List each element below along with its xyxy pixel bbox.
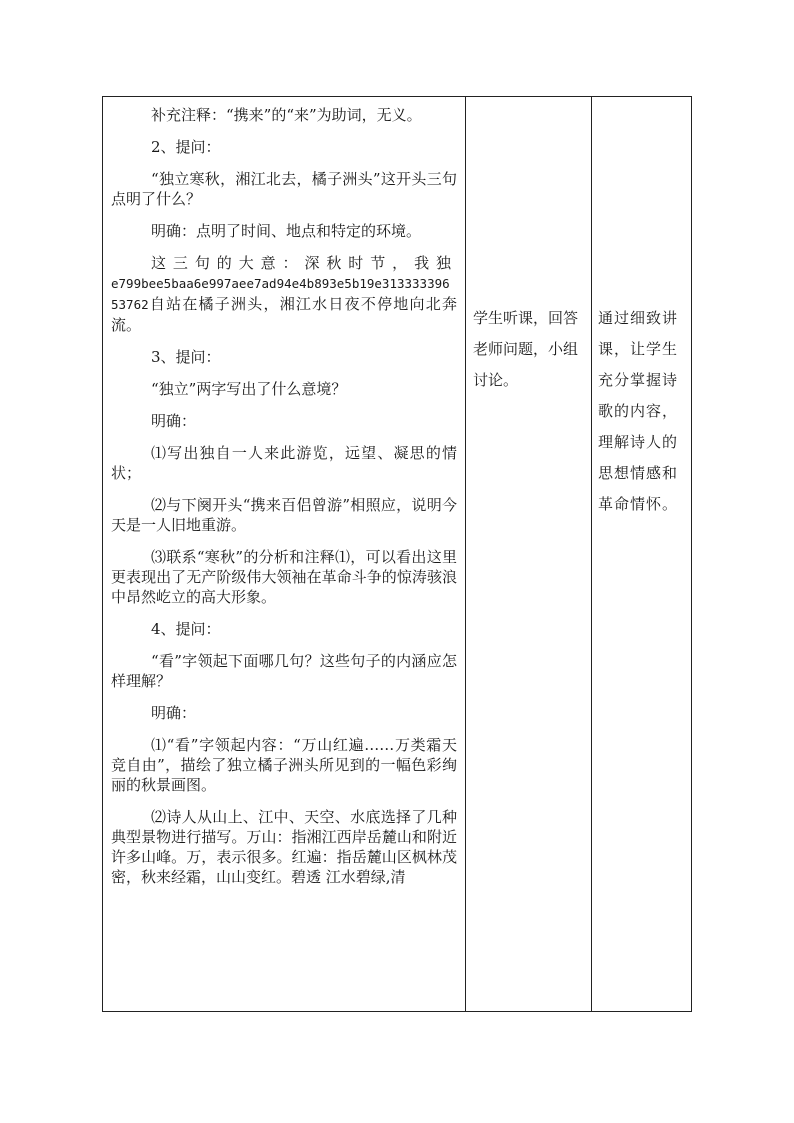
paragraph-answer-4-point-1: ⑴“看”字领起内容：“万山红遍……万类霜天竞自由”，描绘了独立橘子洲头所见到的一幅色彩绚丽的秋景画图。 xyxy=(111,736,457,794)
paragraph-question-2-heading: 2、提问： xyxy=(151,138,221,156)
student-activity-text: 学生听课，回答老师问题，小组讨论。 xyxy=(473,309,579,389)
paragraph-answer-3-point-2: ⑵与下阕开头“携来百侣曾游”相照应，说明今天是一人旧地重游。 xyxy=(111,496,457,534)
meaning-text-start: 这三句的大意：深秋时节，我独 xyxy=(151,254,457,272)
paragraph-question-3: “独立”两字写出了什么意境？ xyxy=(151,380,347,398)
design-purpose-cell xyxy=(592,97,692,1012)
paragraph-question-3-heading: 3、提问： xyxy=(151,348,221,366)
teacher-activity-cell xyxy=(103,97,466,1012)
paragraph-supplement-note: 补充注释：“携来”的“来”为助词，无义。 xyxy=(151,106,422,124)
design-purpose-text: 通过细致讲课，让学生充分掌握诗歌的内容，理解诗人的思想情感和革命情怀。 xyxy=(598,309,679,513)
hash-string: e799bee5baa6e997aee7ad94e4b893e5b19e31333339653762 xyxy=(111,276,450,312)
paragraph-answer-3-point-1: ⑴写出独自一人来此游览，远望、凝思的情状； xyxy=(111,444,457,482)
paragraph-answer-3-point-3: ⑶联系“寒秋”的分析和注释⑴，可以看出这里更表现出了无产阶级伟大领袖在革命斗争的惊涛骇浪中昂然屹立的高大形象。 xyxy=(111,548,457,606)
paragraph-question-4: “看”字领起下面哪几句？这些句子的内涵应怎样理解？ xyxy=(111,652,457,690)
paragraph-answer-4-heading: 明确： xyxy=(151,704,197,722)
student-activity-cell xyxy=(466,97,592,1012)
paragraph-answer-4-point-2: ⑵诗人从山上、江中、天空、水底选择了几种典型景物进行描写。万山：指湘江西岸岳麓山和附近许多山峰。万，表示很多。红遍：指岳麓山区枫林茂密，秋来经霜，山山变红。碧透 江水碧绿,清 xyxy=(111,808,457,886)
paragraph-question-2: “独立寒秋，湘江北去，橘子洲头”这开头三句点明了什么？ xyxy=(111,170,457,208)
paragraph-question-4-heading: 4、提问： xyxy=(151,620,221,638)
meaning-text-end: 自站在橘子洲头，湘江水日夜不停地向北奔流。 xyxy=(111,295,457,334)
paragraph-answer-2: 明确：点明了时间、地点和特定的环境。 xyxy=(151,222,422,240)
paragraph-answer-3-heading: 明确： xyxy=(151,412,197,430)
paragraph-meaning xyxy=(111,247,457,341)
lesson-plan-table xyxy=(102,96,692,1012)
table-row xyxy=(103,97,692,1012)
